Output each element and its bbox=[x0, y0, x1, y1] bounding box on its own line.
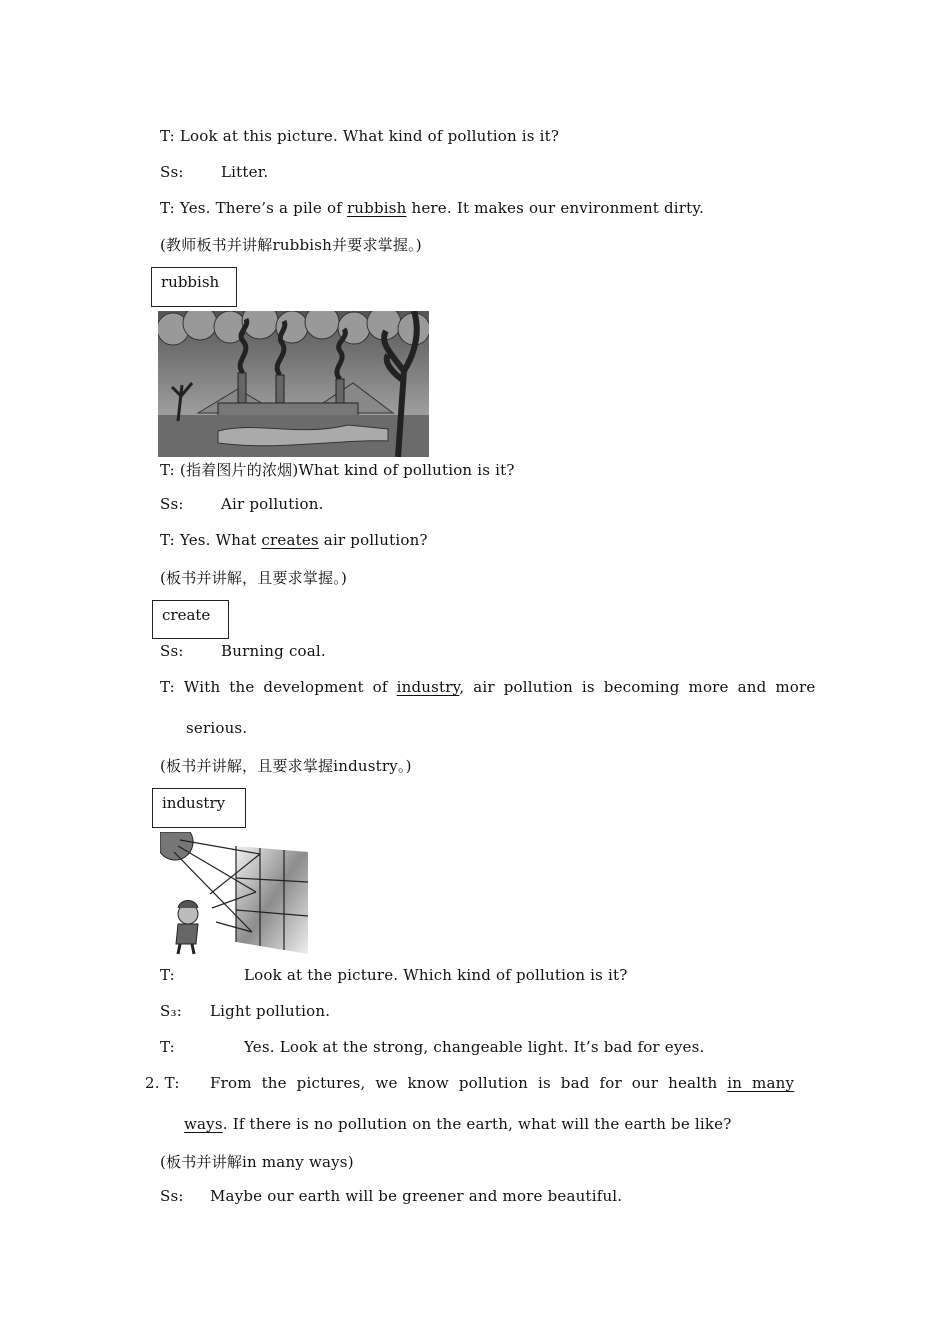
dialogue-line bbox=[160, 199, 704, 217]
vocab-underlined: rubbish bbox=[346, 199, 407, 217]
text: T: Yes. What bbox=[160, 531, 262, 549]
vocab-word: create bbox=[162, 606, 211, 624]
dialogue-line: Light pollution. bbox=[210, 1002, 331, 1020]
vocab-underlined: creates bbox=[261, 531, 319, 549]
text: T: Yes. There’s a pile of bbox=[160, 199, 347, 217]
dialogue-speaker: T: bbox=[160, 966, 175, 984]
dialogue-line: Air pollution. bbox=[221, 495, 324, 513]
dialogue-line: Burning coal. bbox=[221, 642, 326, 660]
text: , air pollution is becoming more and more bbox=[459, 678, 816, 696]
air-pollution-illustration bbox=[158, 311, 429, 457]
vocab-underlined: ways bbox=[184, 1115, 223, 1133]
text: here. It makes our environment dirty. bbox=[406, 199, 705, 217]
text: . If there is no pollution on the earth, what will the earth be like? bbox=[222, 1115, 732, 1133]
vocab-box-rubbish bbox=[151, 267, 237, 307]
dialogue-speaker: Ss: bbox=[160, 642, 184, 660]
dialogue-line bbox=[184, 1115, 732, 1133]
dialogue-speaker: Ss: bbox=[160, 1187, 184, 1205]
vocab-box-create bbox=[152, 600, 229, 639]
dialogue-speaker: T: bbox=[160, 1038, 175, 1056]
light-pollution-illustration bbox=[160, 832, 308, 956]
dialogue-speaker: 2. T: bbox=[145, 1074, 180, 1092]
dialogue-speaker: Ss: bbox=[160, 495, 184, 513]
teacher-note: (板书并讲解，且要求掌握industry。) bbox=[160, 757, 412, 775]
dialogue-line: T: Look at this picture. What kind of pollution is it? bbox=[160, 127, 560, 145]
vocab-box-industry bbox=[152, 788, 246, 828]
dialogue-line: T: (指着图片的浓烟)What kind of pollution is it? bbox=[160, 461, 515, 479]
teacher-note: (板书并讲解，且要求掌握。) bbox=[160, 569, 348, 587]
dialogue-line: Yes. Look at the strong, changeable light. It’s bad for eyes. bbox=[244, 1038, 705, 1056]
dialogue-line: Maybe our earth will be greener and more beautiful. bbox=[210, 1187, 623, 1205]
dialogue-speaker: Ss: bbox=[160, 163, 184, 181]
vocab-underlined: in many bbox=[727, 1074, 795, 1092]
vocab-word: industry bbox=[162, 794, 226, 812]
dialogue-line bbox=[210, 1074, 794, 1092]
dialogue-speaker: S₃: bbox=[160, 1002, 182, 1020]
text: air pollution? bbox=[318, 531, 428, 549]
vocab-underlined: industry bbox=[396, 678, 460, 696]
dialogue-line: serious. bbox=[186, 719, 248, 737]
dialogue-line: Look at the picture. Which kind of pollution is it? bbox=[244, 966, 628, 984]
text: T: With the development of bbox=[160, 678, 397, 696]
text: From the pictures, we know pollution is bad for our health bbox=[210, 1074, 728, 1092]
teacher-note: (板书并讲解in many ways) bbox=[160, 1153, 354, 1171]
vocab-word: rubbish bbox=[161, 273, 220, 291]
dialogue-line: Litter. bbox=[221, 163, 269, 181]
dialogue-line bbox=[160, 678, 815, 696]
teacher-note: (教师板书并讲解rubbish并要求掌握。) bbox=[160, 236, 422, 254]
dialogue-line bbox=[160, 531, 428, 549]
